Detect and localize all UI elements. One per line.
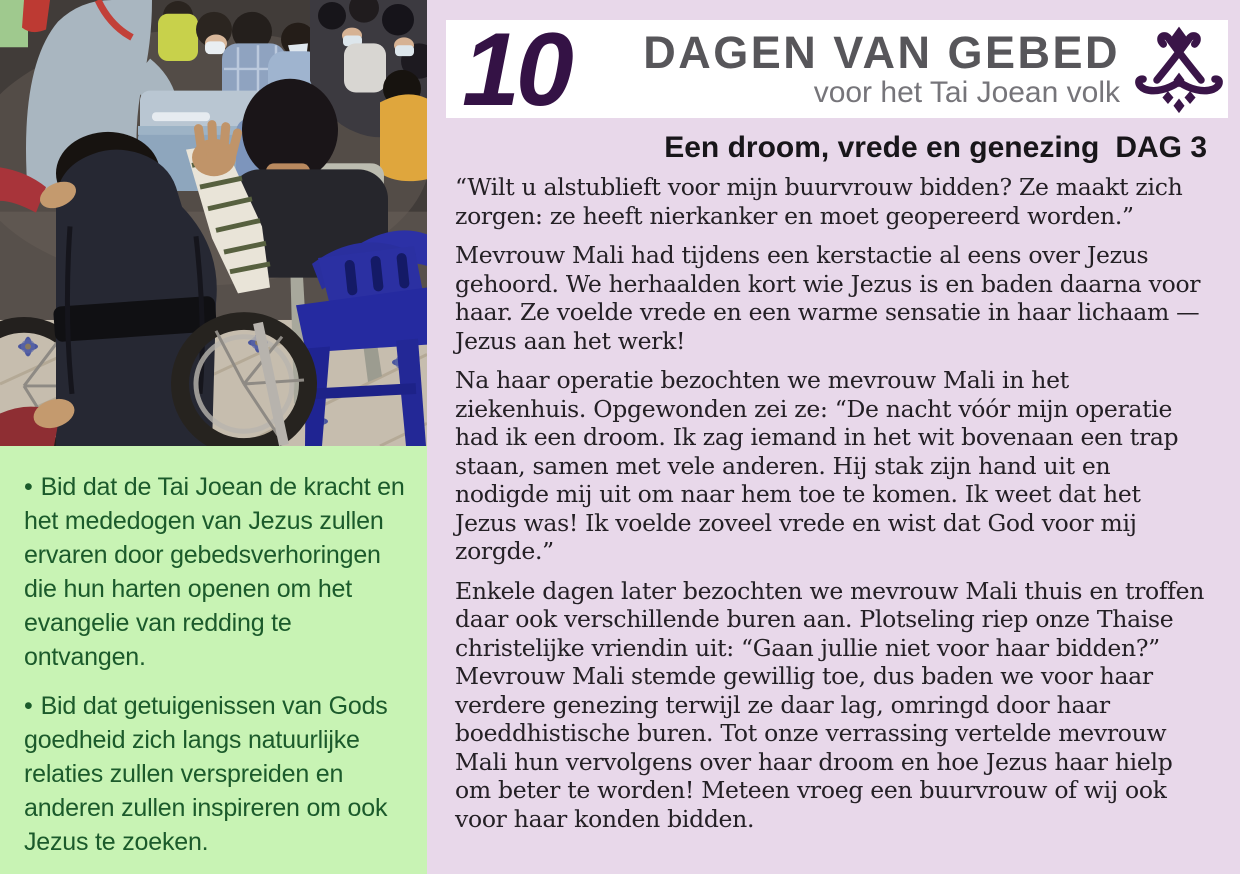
bullet-icon: •	[24, 473, 33, 501]
paragraph: Na haar operatie bezochten we mevrouw Mali in het ziekenhuis. Opgewonden zei ze: “De nacht vóór mijn operatie had ik een droom. Ik zag iemand in het wit bovenaan een trap staan, samen met vele anderen. Hij stak zijn hand uit en nodigde mij uit om naar hem toe te komen. Ik weet dat het Jezus was! Ik voelde zoveel vrede en wist dat God voor mij zorgde.”	[455, 366, 1179, 565]
article	[455, 131, 1207, 844]
prayer-points-box	[0, 446, 427, 874]
prayer-meeting-photo	[0, 0, 427, 446]
paragraph: “Wilt u alstublieft voor mijn buurvrouw bidden? Ze maakt zich zorgen: ze heeft nierkanker en moet geopereerd worden.”	[455, 173, 1183, 230]
prayer-point-text: Bid dat getuigenissen van Gods goedheid zich langs natuurlijke relaties zullen verspreiden en anderen zullen inspireren om ook Jezus te zoeken.	[24, 692, 388, 856]
paragraph: Enkele dagen later bezochten we mevrouw Mali thuis en troffen daar ook verschillende buren aan. Plotseling riep onze Thaise christelijke vriendin uit: “Gaan jullie niet voor haar bidden?” Mevrouw Mali stemde gewillig toe, dus baden we voor haar verdere genezing terwijl ze daar lag, omringd door haar boeddhistische buren. Tot onze verrassing vertelde mevrouw Mali hun vervolgens over haar droom en hoe Jezus haar hielp om beter te worden! Meteen vroeg een buurvrouw of wij ook voor haar konden bidden.	[455, 576, 1205, 833]
masthead-text	[574, 20, 1130, 118]
prayer-point	[24, 470, 413, 674]
left-column	[0, 0, 427, 874]
day-badge: DAG 3	[1115, 131, 1207, 164]
masthead	[446, 12, 1228, 128]
bullet-icon: •	[24, 692, 33, 720]
right-panel	[427, 0, 1240, 874]
masthead-title: DAGEN VAN GEBED	[643, 27, 1120, 78]
article-heading	[455, 131, 1207, 165]
heading-text: Een droom, vrede en genezing	[664, 131, 1100, 164]
prayer-point-text: Bid dat de Tai Joean de kracht en het mededogen van Jezus zullen ervaren door gebedsverhoringen die hun harten openen om het evangelie van redding te ontvangen.	[24, 473, 405, 671]
tai-joean-ornament-icon	[1130, 20, 1228, 118]
photo-illustration	[0, 0, 427, 446]
masthead-subtitle: voor het Tai Joean volk	[813, 76, 1120, 109]
paragraph: Mevrouw Mali had tijdens een kerstactie al eens over Jezus gehoord. We herhaalden kort wie Jezus is en baden daarna voor haar. Ze voelde vrede en een warme sensatie in haar lichaam — Jezus aan het werk!	[455, 241, 1201, 355]
prayer-point	[24, 689, 413, 859]
masthead-number: 10	[462, 12, 570, 128]
